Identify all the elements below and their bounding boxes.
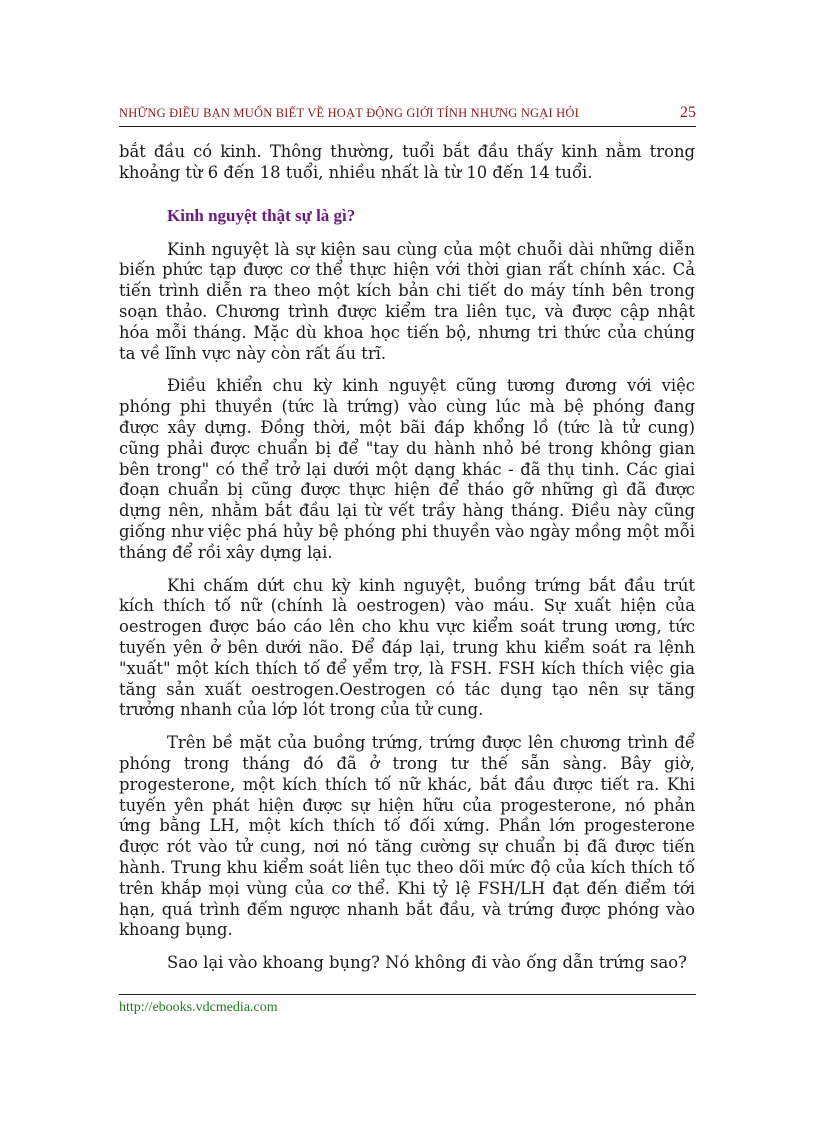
footer-link[interactable]: http://ebooks.vdcmedia.com (119, 1000, 278, 1015)
running-header (119, 104, 696, 127)
paragraph-3: Khi chấm dứt chu kỳ kinh nguyệt, buồng trứng bắt đầu trút kích thích tố nữ (chính là oestrogen) vào máu. Sự xuất hiện của oestrogen được báo cáo lên cho khu vực kiểm soát trung ương, tức tuyến yên ở bên dưới não. Để đáp lại, trung khu kiểm soát ra lệnh "xuất" một kích thích tố để yểm trợ, là FSH. FSH kích thích việc gia tăng sản xuất oestrogen.Oestrogen có tác dụng tạo nên sự tăng trưởng nhanh của lớp lót trong của tử cung. (119, 575, 695, 720)
intro-paragraph: bắt đầu có kinh. Thông thường, tuổi bắt đầu thấy kinh nằm trong khoảng từ 6 đến 18 tuổi, nhiều nhất là từ 10 đến 14 tuổi. (119, 142, 695, 182)
page-footer (119, 994, 696, 1016)
page-body (119, 142, 695, 986)
paragraph-2: Điều khiển chu kỳ kinh nguyệt cũng tương đương với việc phóng phi thuyền (tức là trứng) vào cùng lúc mà bệ phóng đang được xây dựng. Đồng thời, một bãi đáp khổng lồ (tức là tử cung) cũng phải được chuẩn bị để "tay du hành nhỏ bé trong không gian bên trong" có thể trở lại dưới một dạng khác - đã thụ tinh. Các giai đoạn chuẩn bị cũng được thực hiện để tháo gỡ những gì đã được dựng nên, nhằm bắt đầu lại từ vết trầy hàng tháng. Điều này cũng giống như việc phá hủy bệ phóng phi thuyền vào ngày mồng một mỗi tháng để rồi xây dựng lại. (119, 376, 695, 562)
paragraph-5: Sao lại vào khoang bụng? Nó không đi vào ống dẫn trứng sao? (167, 953, 687, 973)
section-heading: Kinh nguyệt thật sự là gì? (167, 205, 356, 225)
paragraph-4: Trên bề mặt của buồng trứng, trứng được lên chương trình để phóng trong tháng đó đã ở trong tư thế sẵn sàng. Bây giờ, progesterone, một kích thích tố nữ khác, bắt đầu được tiết ra. Khi tuyến yên phát hiện được sự hiện hữu của progesterone, nó phản ứng bằng LH, một kích thích tố đối xứng. Phần lớn progesterone được rót vào tử cung, nơi nó tăng cường sự chuẩn bị đã được tiến hành. Trung khu kiểm soát liên tục theo dõi mức độ của kích thích tố trên khắp mọi vùng của cơ thể. Khi tỷ lệ FSH/LH đạt đến điểm tới hạn, quá trình đếm ngược nhanh bắt đầu, và trứng được phóng vào khoang bụng. (119, 733, 695, 940)
page-number: 25 (680, 104, 696, 121)
paragraph-1: Kinh nguyệt là sự kiện sau cùng của một chuỗi dài những diễn biến phức tạp được cơ thể thực hiện với thời gian rất chính xác. Cả tiến trình diễn ra theo một kích bản chi tiết do máy tính bên trong soạn thảo. Chương trình được kiểm tra liên tục, và được cập nhật hóa mỗi tháng. Mặc dù khoa học tiến bộ, nhưng tri thức của chúng ta về lĩnh vực này còn rất ấu trĩ. (119, 239, 695, 363)
running-header-title: NHỮNG ĐIỀU BẠN MUỐN BIẾT VỀ HOẠT ĐỘNG GIỚI TÍNH NHƯNG NGẠI HỎI (119, 106, 580, 120)
